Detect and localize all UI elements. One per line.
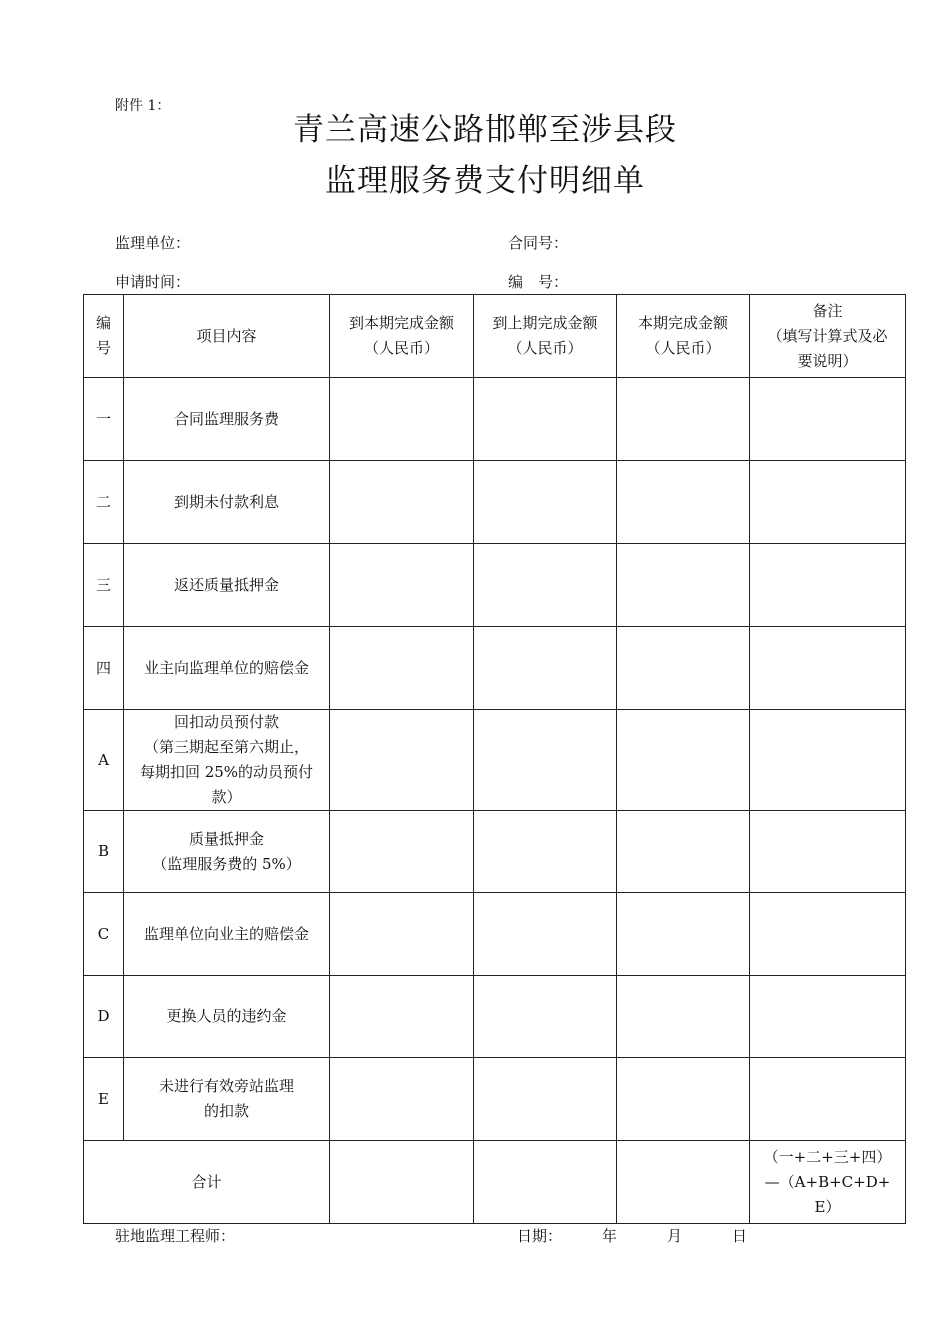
table-cell	[330, 710, 474, 811]
table-cell	[750, 378, 906, 461]
row-item-content: 更换人员的违约金	[124, 976, 330, 1058]
table-row	[84, 976, 906, 1058]
header-current-period-amount: 本期完成金额 （人民币）	[617, 295, 750, 378]
row-item-content: 监理单位向业主的赔偿金	[124, 893, 330, 976]
row-number: 四	[84, 627, 124, 710]
row-number: B	[84, 811, 124, 893]
table-cell	[330, 378, 474, 461]
row-item-content: 回扣动员预付款 （第三期起至第六期止， 每期扣回 25%的动员预付 款）	[124, 710, 330, 811]
header-item-content: 项目内容	[124, 295, 330, 378]
header-completed-to-previous: 到上期完成金额 （人民币）	[474, 295, 617, 378]
document-title: 青兰高速公路邯郸至涉县段	[293, 112, 677, 148]
row-item-content: 质量抵押金 （监理服务费的 5%）	[124, 811, 330, 893]
table-cell	[750, 1058, 906, 1141]
row-item-content: 合同监理服务费	[124, 378, 330, 461]
table-cell	[617, 544, 750, 627]
table-cell	[617, 710, 750, 811]
table-cell	[474, 1058, 617, 1141]
table-row	[84, 811, 906, 893]
day-label: 日	[732, 1227, 748, 1245]
row-item-content: 业主向监理单位的赔偿金	[124, 627, 330, 710]
supervision-unit-label: 监理单位：	[115, 234, 191, 252]
header-number: 编 号	[84, 295, 124, 378]
total-label: 合计	[84, 1141, 330, 1224]
table-cell	[330, 811, 474, 893]
table-cell	[330, 544, 474, 627]
row-number: 二	[84, 461, 124, 544]
application-time-label: 申请时间：	[115, 273, 191, 291]
date-label: 日期：	[517, 1227, 563, 1245]
table-row	[84, 544, 906, 627]
table-cell	[617, 1141, 750, 1224]
table-cell	[750, 461, 906, 544]
table-cell	[330, 627, 474, 710]
table-cell	[474, 461, 617, 544]
payment-detail-table	[83, 294, 906, 1224]
table-cell	[474, 811, 617, 893]
table-cell	[474, 627, 617, 710]
row-number: D	[84, 976, 124, 1058]
table-row	[84, 1058, 906, 1141]
date-line	[517, 1225, 747, 1246]
table-cell	[617, 378, 750, 461]
table-cell	[474, 710, 617, 811]
table-cell	[617, 461, 750, 544]
table-cell	[474, 976, 617, 1058]
row-number: A	[84, 710, 124, 811]
table-cell	[474, 893, 617, 976]
year-label: 年	[602, 1227, 618, 1245]
table-cell	[750, 627, 906, 710]
table-cell	[750, 976, 906, 1058]
month-label: 月	[667, 1227, 683, 1245]
serial-number-label: 编 号：	[508, 273, 569, 291]
table-cell	[474, 1141, 617, 1224]
resident-engineer-label: 驻地监理工程师：	[115, 1227, 236, 1245]
table-cell	[617, 976, 750, 1058]
table-cell	[330, 893, 474, 976]
row-item-content: 返还质量抵押金	[124, 544, 330, 627]
table-row	[84, 893, 906, 976]
table-cell	[474, 378, 617, 461]
row-number: E	[84, 1058, 124, 1141]
contract-number-label: 合同号：	[508, 234, 569, 252]
row-number: C	[84, 893, 124, 976]
row-number: 三	[84, 544, 124, 627]
table-cell	[330, 1141, 474, 1224]
attachment-label: 附件 1：	[115, 98, 171, 114]
total-remark: （一+二+三+四） —（A+B+C+D+E）	[750, 1141, 906, 1224]
document-subtitle: 监理服务费支付明细单	[325, 163, 645, 199]
table-cell	[617, 893, 750, 976]
table-cell	[750, 544, 906, 627]
table-cell	[474, 544, 617, 627]
table-cell	[617, 811, 750, 893]
row-number: 一	[84, 378, 124, 461]
table-cell	[617, 627, 750, 710]
table-cell	[330, 461, 474, 544]
table-cell	[750, 710, 906, 811]
table-header-row	[84, 295, 906, 378]
table-row	[84, 710, 906, 811]
table-cell	[750, 893, 906, 976]
table-row	[84, 378, 906, 461]
table-cell	[617, 1058, 750, 1141]
table-cell	[750, 811, 906, 893]
table-row	[84, 627, 906, 710]
row-item-content: 到期未付款利息	[124, 461, 330, 544]
header-remarks: 备注 （填写计算式及必 要说明）	[750, 295, 906, 378]
table-cell	[330, 1058, 474, 1141]
header-completed-to-current: 到本期完成金额 （人民币）	[330, 295, 474, 378]
total-row	[84, 1141, 906, 1224]
row-item-content: 未进行有效旁站监理 的扣款	[124, 1058, 330, 1141]
table-cell	[330, 976, 474, 1058]
table-row	[84, 461, 906, 544]
